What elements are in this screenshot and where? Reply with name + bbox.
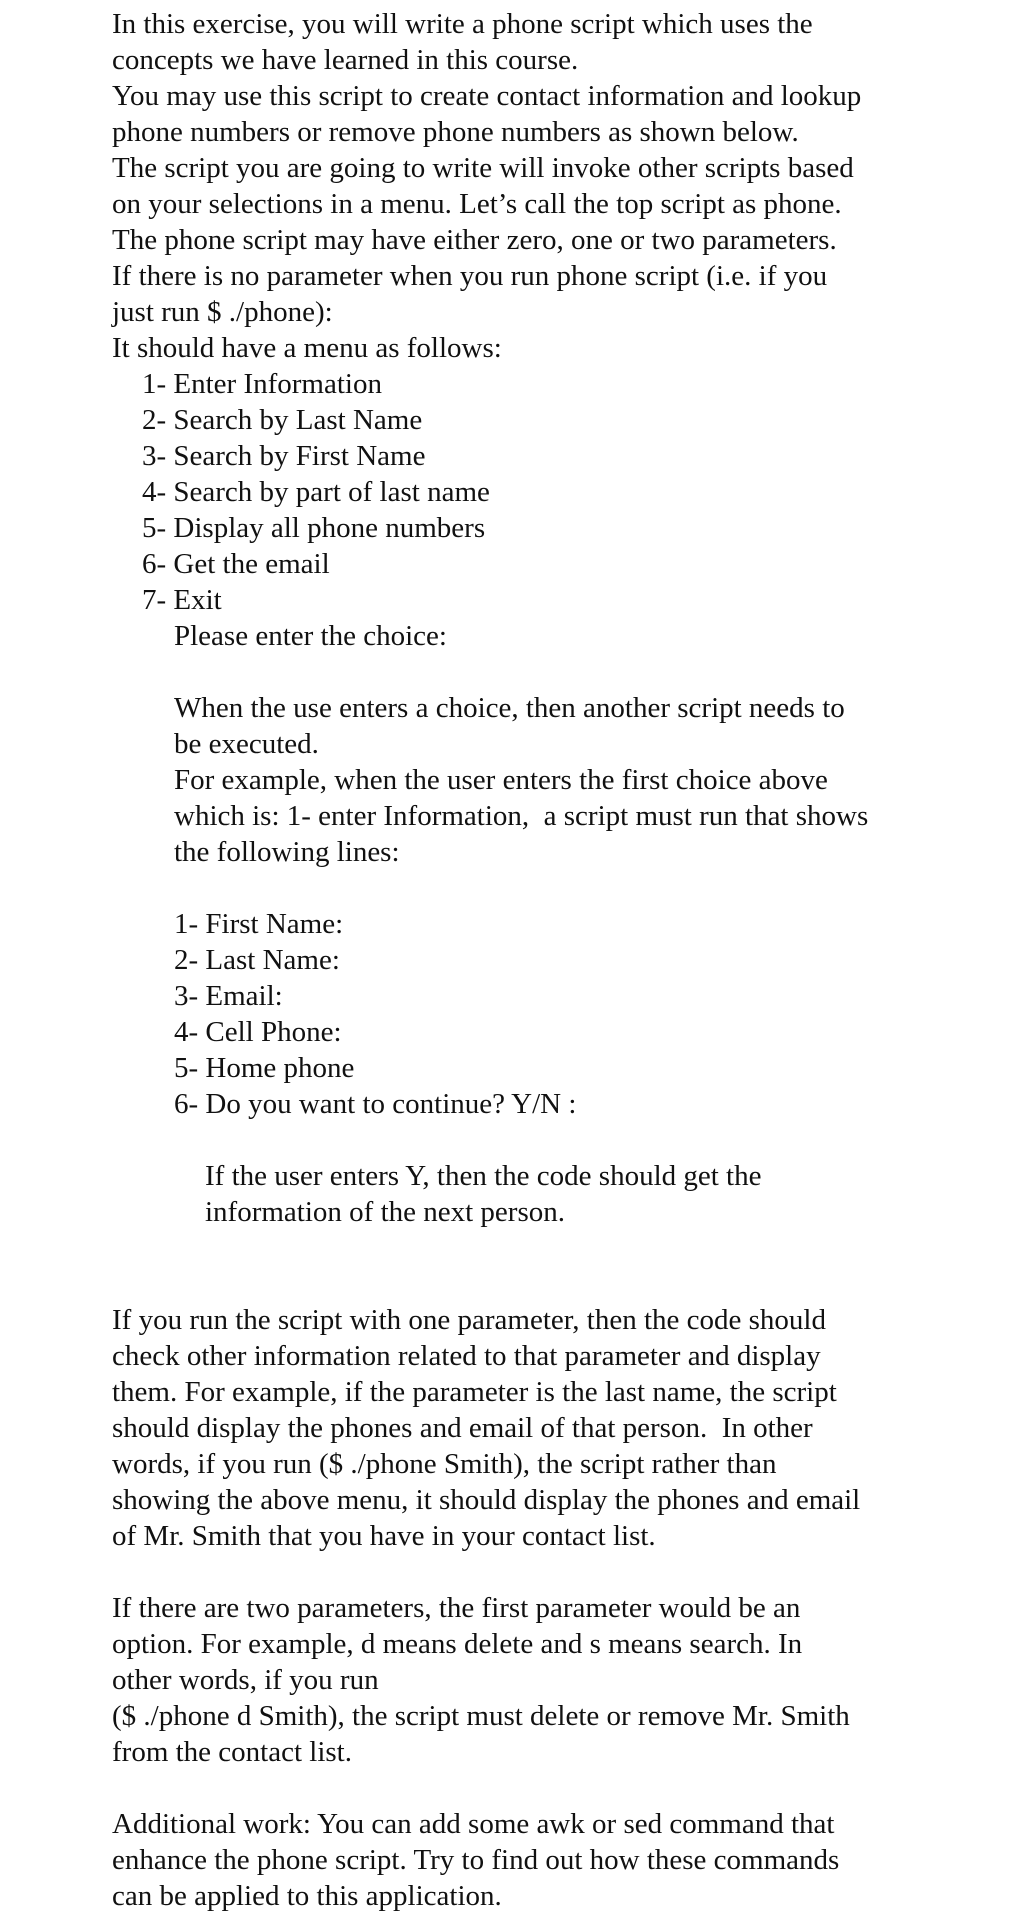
text-line: When the use enters a choice, then another script needs to [174, 692, 845, 724]
text-line: words, if you run ($ ./phone Smith), the script rather than [112, 1448, 777, 1480]
text-line: In this exercise, you will write a phone script which uses the [112, 8, 813, 40]
text-line: just run $ ./phone): [112, 296, 333, 328]
spacer [174, 654, 1012, 690]
text-line: check other information related to that parameter and display [112, 1340, 821, 1372]
text-line: The phone script may have either zero, one or two parameters. [112, 224, 837, 256]
text-line: other words, if you run [112, 1664, 379, 1696]
info-field: 1- First Name: [174, 908, 344, 940]
text-line: If the user enters Y, then the code should get the [205, 1160, 762, 1192]
text-line: enhance the phone script. Try to find out how these commands [112, 1844, 840, 1876]
menu-item: 2- Search by Last Name [142, 404, 423, 436]
info-field: 5- Home phone [174, 1052, 355, 1084]
menu-item: 6- Get the email [142, 548, 330, 580]
text-line: on your selections in a menu. Let’s call the top script as phone. [112, 188, 842, 220]
text-line: If there is no parameter when you run phone script (i.e. if you [112, 260, 828, 292]
intro-paragraph [112, 6, 1012, 366]
text-line: the following lines: [174, 836, 400, 868]
spacer [174, 1122, 1012, 1158]
menu-item: 7- Exit [142, 584, 222, 616]
info-field: 2- Last Name: [174, 944, 340, 976]
text-line: them. For example, if the parameter is the last name, the script [112, 1376, 837, 1408]
document-page [112, 6, 1012, 1914]
text-line: option. For example, d means delete and s means search. In [112, 1628, 803, 1660]
menu-item: 1- Enter Information [142, 368, 382, 400]
text-line: which is: 1- enter Information, a script must run that shows [174, 800, 869, 832]
text-line: of Mr. Smith that you have in your contact list. [112, 1520, 656, 1552]
one-parameter-paragraph [112, 1302, 1012, 1554]
text-line: from the contact list. [112, 1736, 352, 1768]
text-line: You may use this script to create contact information and lookup [112, 80, 862, 112]
text-line: ($ ./phone d Smith), the script must delete or remove Mr. Smith [112, 1700, 850, 1732]
continue-paragraph [112, 1158, 1012, 1230]
text-line: If you run the script with one parameter, then the code should [112, 1304, 826, 1336]
spacer [112, 1230, 1012, 1266]
text-line: can be applied to this application. [112, 1880, 502, 1912]
choice-prompt: Please enter the choice: [174, 620, 447, 652]
text-line: be executed. [174, 728, 319, 760]
info-field: 6- Do you want to continue? Y/N : [174, 1088, 577, 1120]
text-line: should display the phones and email of that person. In other [112, 1412, 813, 1444]
info-field: 4- Cell Phone: [174, 1016, 342, 1048]
text-line: phone numbers or remove phone numbers as shown below. [112, 116, 799, 148]
spacer [112, 1266, 1012, 1302]
menu-item: 5- Display all phone numbers [142, 512, 486, 544]
spacer [174, 870, 1012, 906]
text-line: information of the next person. [205, 1196, 565, 1228]
text-line: If there are two parameters, the first parameter would be an [112, 1592, 801, 1624]
text-line: It should have a menu as follows: [112, 332, 502, 364]
menu-list [112, 366, 1012, 618]
menu-item: 4- Search by part of last name [142, 476, 490, 508]
text-line: concepts we have learned in this course. [112, 44, 579, 76]
additional-work-paragraph [112, 1806, 1012, 1914]
text-line: The script you are going to write will invoke other scripts based [112, 152, 854, 184]
spacer [112, 1554, 1012, 1590]
text-line: For example, when the user enters the first choice above [174, 764, 828, 796]
info-fields-list [112, 906, 1012, 1158]
info-field: 3- Email: [174, 980, 283, 1012]
text-line: Additional work: You can add some awk or sed command that [112, 1808, 835, 1840]
spacer [112, 1770, 1012, 1806]
menu-item: 3- Search by First Name [142, 440, 426, 472]
two-parameters-paragraph [112, 1590, 1012, 1770]
text-line: showing the above menu, it should display the phones and email [112, 1484, 861, 1516]
choice-paragraph [112, 690, 1012, 906]
